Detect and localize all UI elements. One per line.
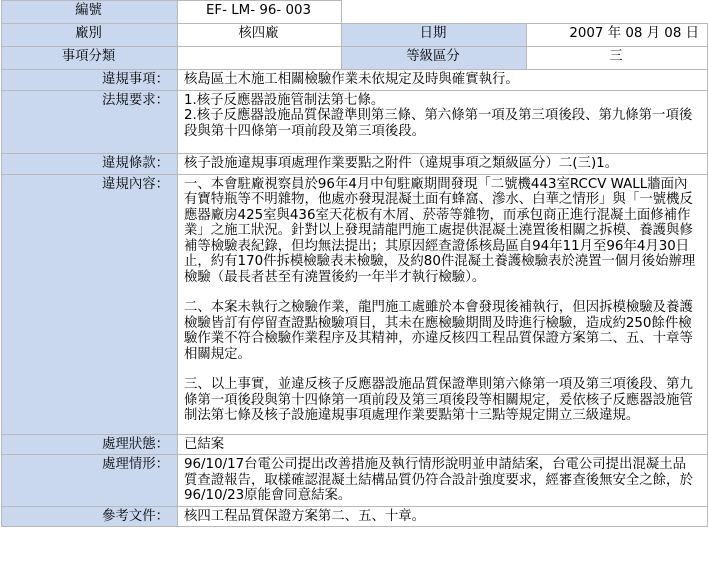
plant-value: 核四廠 <box>178 24 342 47</box>
row-clause <box>2 154 708 175</box>
clause-value: 核子設施違規事項處理作業要點之附件（違規事項之類級區分）二(三)1。 <box>178 154 708 175</box>
violation-item-label: 違規事項： <box>2 70 178 91</box>
regulation-label: 法規要求： <box>2 90 178 154</box>
status-label: 處理狀態： <box>2 434 178 455</box>
handling-label: 處理情形： <box>2 455 178 507</box>
number-label: 編號 <box>2 1 178 24</box>
date-label: 日期 <box>342 24 527 47</box>
handling-value: 96/10/17台電公司提出改善措施及執行情形說明並申請結案，台電公司提出混凝土品質查證報告，取樣確認混凝土結構品質仍符合設計強度要求，經審查後無安全之餘，於96/10/23原能會同意結案。 <box>178 455 708 507</box>
number-value: EF- LM- 96- 003 <box>178 1 342 24</box>
content-paragraph: 三、以上事實，並違反核子反應器設施品質保證準則第六條第一項及第三項後段、第九條第一項後段與第十四條第一項前段及第三項後段等相關規定，爰依核子反應器設施管制法第七條及核子設施違規事項處理作業要點第十三點等規定開立三級違規。 <box>184 377 693 423</box>
header-row-number <box>2 1 708 24</box>
reference-label: 參考文件： <box>2 506 178 527</box>
row-regulation <box>2 90 708 154</box>
grade-value: 三 <box>527 47 708 70</box>
content-paragraph: 一、本會駐廠視察員於96年4月中旬駐廠期間發現「二號機443室RCCV WALL牆面內有寶特瓶等不明雜物，他處亦發現混凝土面有蜂窩、滲水、白華之情形」與「一號機反應器廠房425室與436室天花板有木屑、菸蒂等雜物，而承包商正進行混凝土面修補作業」之施工狀況。針對以上發現請龍門施工處提供混凝土澆置後相關之拆模、養護與修補等檢驗表紀錄，但均無法提出；其原因經查證係核島區自94年11月至96年4月30日止，約有170件拆模檢驗表未檢驗，及約80件混凝土養護檢驗表於澆置一個月後始辦理檢驗（最長者甚至有澆置後約一年半才執行檢驗）。 <box>184 176 696 285</box>
content-label: 違規內容： <box>2 174 178 434</box>
date-value: 2007 年 08 月 08 日 <box>527 24 708 47</box>
row-status <box>2 434 708 455</box>
reference-value: 核四工程品質保證方案第二、五、十章。 <box>178 506 708 527</box>
row-reference <box>2 506 708 527</box>
row-handling <box>2 455 708 507</box>
header-row-category <box>2 47 708 70</box>
violation-record-table <box>1 0 708 527</box>
row-violation-item <box>2 70 708 91</box>
violation-item-value: 核島區土木施工相關檢驗作業未依規定及時與確實執行。 <box>178 70 708 91</box>
content-value <box>178 174 708 434</box>
category-label: 事項分類 <box>2 47 178 70</box>
regulation-value: 1.核子反應器設施管制法第七條。 2.核子反應器設施品質保證準則第三條、第六條第一項及第三項後段、第九條第一項後段與第十四條第一項前段及第三項後段。 <box>178 90 708 154</box>
status-value: 已結案 <box>178 434 708 455</box>
grade-label: 等級區分 <box>342 47 527 70</box>
clause-label: 違規條款： <box>2 154 178 175</box>
plant-label: 廠別 <box>2 24 178 47</box>
row-content <box>2 174 708 434</box>
header-row-plant <box>2 24 708 47</box>
content-paragraph: 二、本案未執行之檢驗作業，龍門施工處雖於本會發現後補執行，但因拆模檢驗及養護檢驗皆訂有停留查證點檢驗項目，其未在應檢驗期間及時進行檢驗，造成約250餘件檢驗作業不符合檢驗作業程序及其精神，亦違反核四工程品質保證方案第二、五、十章等相關規定。 <box>184 300 693 362</box>
category-value <box>178 47 342 70</box>
